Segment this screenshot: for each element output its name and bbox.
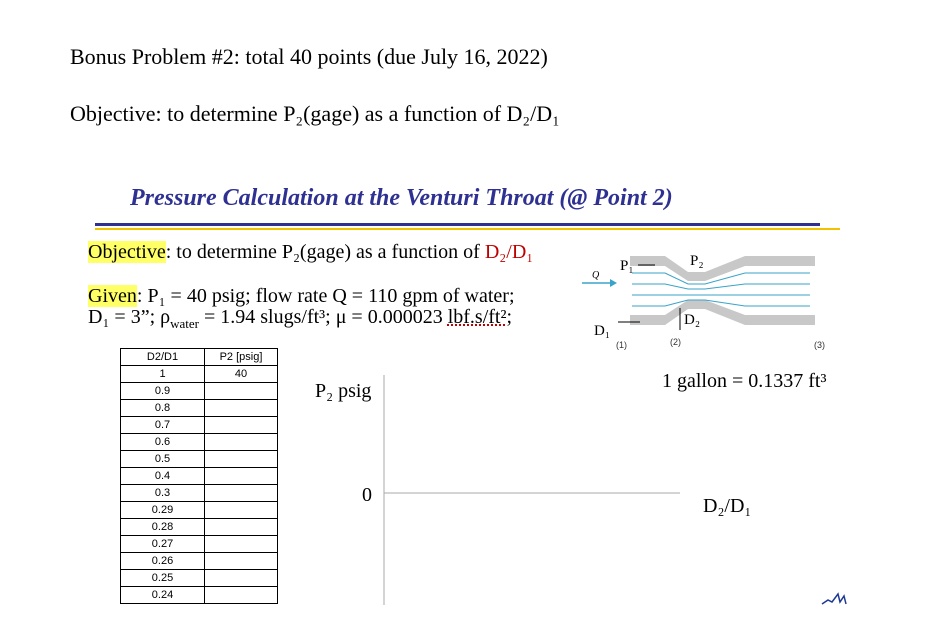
slide-objective bbox=[88, 241, 533, 264]
x-axis-label: D₂/D₁ bbox=[703, 495, 752, 517]
table-row bbox=[121, 366, 278, 383]
ratio-cell: 0.25 bbox=[121, 570, 205, 587]
ratio-cell: 0.5 bbox=[121, 451, 205, 468]
objective-label: Objective bbox=[88, 241, 166, 263]
plot-axes bbox=[375, 370, 685, 610]
flow-arrow-head bbox=[610, 279, 617, 287]
ratio-cell: 0.27 bbox=[121, 536, 205, 553]
title-rule-yellow bbox=[95, 228, 840, 230]
p2-cell[interactable] bbox=[205, 519, 278, 536]
given-text-1: : P₁ = 40 psig; flow rate Q = 110 gpm of water; bbox=[136, 285, 515, 307]
table-header-row bbox=[121, 349, 278, 366]
ratio-cell: 0.7 bbox=[121, 417, 205, 434]
viscosity-units: lbf.s/ft² bbox=[447, 306, 507, 328]
venturi-upper-wall bbox=[630, 256, 815, 281]
table-row bbox=[121, 553, 278, 570]
given-line-2 bbox=[88, 306, 512, 332]
y-axis-label: P₂ psig bbox=[315, 380, 372, 402]
table-row bbox=[121, 519, 278, 536]
given-text-2a: D₁ = 3”; ρ bbox=[88, 306, 171, 328]
p2-cell[interactable] bbox=[205, 417, 278, 434]
label-q: Q bbox=[592, 270, 600, 281]
p2-cell[interactable] bbox=[205, 434, 278, 451]
table-row bbox=[121, 417, 278, 434]
title-rule-blue bbox=[95, 223, 820, 226]
p2-cell[interactable] bbox=[205, 536, 278, 553]
objective-text: : to determine P₂(gage) as a function of bbox=[165, 241, 485, 263]
table-header-p2: P2 [psig] bbox=[205, 349, 278, 366]
table-row bbox=[121, 485, 278, 502]
objective-ratio: D₂/D₁ bbox=[484, 241, 534, 263]
slide-title: Pressure Calculation at the Venturi Throat (@ Point 2) bbox=[130, 185, 673, 211]
label-p2: P₂ bbox=[690, 253, 704, 269]
zero-label: 0 bbox=[362, 484, 372, 506]
ratio-cell: 0.8 bbox=[121, 400, 205, 417]
table-body bbox=[121, 366, 278, 604]
given-line-1 bbox=[88, 285, 515, 308]
p2-cell[interactable] bbox=[205, 502, 278, 519]
table-row bbox=[121, 570, 278, 587]
given-label: Given bbox=[88, 285, 137, 307]
point-2-label: (2) bbox=[670, 337, 681, 347]
venturi-diagram bbox=[570, 248, 840, 353]
table-row bbox=[121, 536, 278, 553]
label-d1: D₁ bbox=[594, 323, 611, 339]
table-row bbox=[121, 468, 278, 485]
ratio-cell: 0.29 bbox=[121, 502, 205, 519]
ratio-cell: 0.26 bbox=[121, 553, 205, 570]
table-row bbox=[121, 383, 278, 400]
p2-cell[interactable] bbox=[205, 485, 278, 502]
table-row bbox=[121, 587, 278, 604]
ratio-cell: 0.3 bbox=[121, 485, 205, 502]
ratio-cell: 0.28 bbox=[121, 519, 205, 536]
label-p1: P₁ bbox=[620, 258, 634, 274]
given-text-2b: = 1.94 slugs/ft³; μ = 0.000023 bbox=[198, 306, 448, 328]
ratio-cell: 0.9 bbox=[121, 383, 205, 400]
gallon-note: 1 gallon = 0.1337 ft³ bbox=[662, 370, 827, 392]
streamlines bbox=[632, 273, 810, 306]
table-row bbox=[121, 400, 278, 417]
p2-cell[interactable] bbox=[205, 553, 278, 570]
label-d2: D₂ bbox=[684, 312, 701, 328]
p2-cell[interactable] bbox=[205, 468, 278, 485]
problem-heading: Bonus Problem #2: total 40 points (due July 16, 2022) bbox=[70, 44, 548, 69]
point-1-label: (1) bbox=[616, 340, 627, 350]
ratio-table bbox=[120, 348, 278, 604]
point-3-label: (3) bbox=[814, 340, 825, 350]
given-text-2-end: ; bbox=[506, 306, 513, 328]
table-row bbox=[121, 451, 278, 468]
table-row bbox=[121, 502, 278, 519]
p2-cell[interactable] bbox=[205, 383, 278, 400]
p2-cell[interactable] bbox=[205, 570, 278, 587]
p2-cell[interactable] bbox=[205, 451, 278, 468]
p2-cell[interactable] bbox=[205, 400, 278, 417]
table-header-ratio: D2/D1 bbox=[121, 349, 205, 366]
ratio-cell: 0.24 bbox=[121, 587, 205, 604]
rho-subscript: water bbox=[170, 316, 199, 331]
ratio-cell: 1 bbox=[121, 366, 205, 383]
ratio-cell: 0.6 bbox=[121, 434, 205, 451]
objective-heading: Objective: to determine P₂(gage) as a function of D₂/D₁ bbox=[70, 101, 560, 126]
p2-cell[interactable]: 40 bbox=[205, 366, 278, 383]
ratio-cell: 0.4 bbox=[121, 468, 205, 485]
table-row bbox=[121, 434, 278, 451]
decorative-scribble bbox=[820, 590, 850, 608]
venturi-lower-wall bbox=[630, 300, 815, 325]
p2-cell[interactable] bbox=[205, 587, 278, 604]
